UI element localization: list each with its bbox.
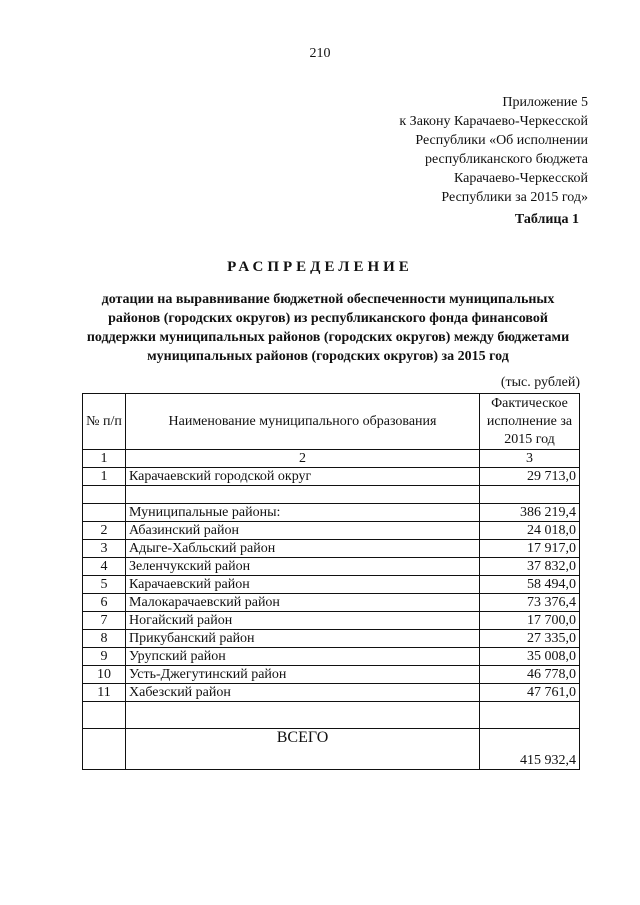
header-num: № п/п (83, 394, 126, 450)
row-value: 37 832,0 (480, 558, 580, 576)
row-name: Карачаевский район (126, 576, 480, 594)
table-label: Таблица 1 (514, 212, 579, 227)
row-name: Адыге-Хабльский район (126, 540, 480, 558)
document-subtitle: дотации на выравнивание бюджетной обеспеченности муниципальных районов (городских округов) из республиканского фонда финансовой поддержки муниципальных районов (городских округов) между бюджетами муниципальных районов (городских округов) за 2015 год (86, 292, 570, 364)
column-number: 3 (480, 450, 580, 468)
table-row (83, 522, 580, 540)
table-row-districts-header (83, 504, 580, 522)
appendix-line: Республики за 2015 год» (441, 190, 588, 205)
distribution-table (82, 393, 580, 770)
row-num: 3 (83, 540, 126, 558)
row-value: 29 713,0 (480, 468, 580, 486)
empty-cell (83, 486, 126, 504)
row-num: 6 (83, 594, 126, 612)
table-row (83, 612, 580, 630)
row-name: Зеленчукский район (126, 558, 480, 576)
appendix-note (288, 93, 588, 207)
row-name: Ногайский район (126, 612, 480, 630)
row-value: 73 376,4 (480, 594, 580, 612)
row-name: Малокарачаевский район (126, 594, 480, 612)
column-number: 2 (126, 450, 480, 468)
row-value: 35 008,0 (480, 648, 580, 666)
table-row (83, 540, 580, 558)
table-row (83, 558, 580, 576)
row-name: Прикубанский район (126, 630, 480, 648)
total-label: ВСЕГО (126, 729, 480, 770)
empty-cell (126, 702, 480, 729)
districts-label: Муниципальные районы: (126, 504, 480, 522)
appendix-line: республиканского бюджета (424, 152, 588, 167)
row-num: 8 (83, 630, 126, 648)
row-value: 47 761,0 (480, 684, 580, 702)
empty-cell (83, 702, 126, 729)
row-value: 27 335,0 (480, 630, 580, 648)
row-value: 17 917,0 (480, 540, 580, 558)
page-number: 210 (309, 46, 331, 61)
column-number-row (83, 450, 580, 468)
column-number: 1 (83, 450, 126, 468)
row-num: 4 (83, 558, 126, 576)
districts-subtotal: 386 219,4 (480, 504, 580, 522)
appendix-line: Республики «Об исполнении (415, 133, 588, 148)
empty-cell (480, 702, 580, 729)
table-row-empty (83, 702, 580, 729)
row-num: 10 (83, 666, 126, 684)
header-value: Фактическое исполнение за 2015 год (480, 394, 580, 450)
table-row-city (83, 468, 580, 486)
empty-cell (83, 504, 126, 522)
row-num: 11 (83, 684, 126, 702)
table-row (83, 594, 580, 612)
table-row (83, 630, 580, 648)
empty-cell (480, 486, 580, 504)
table-row (83, 648, 580, 666)
header-name: Наименование муниципального образования (126, 394, 480, 450)
row-num: 7 (83, 612, 126, 630)
table-row (83, 666, 580, 684)
row-name: Хабезский район (126, 684, 480, 702)
table-row (83, 576, 580, 594)
table-row (83, 684, 580, 702)
row-value: 58 494,0 (480, 576, 580, 594)
table-row-total (83, 729, 580, 770)
units-note: (тыс. рублей) (500, 375, 580, 390)
empty-cell (83, 729, 126, 770)
appendix-line: Приложение 5 (502, 95, 588, 110)
row-value: 17 700,0 (480, 612, 580, 630)
total-value: 415 932,4 (480, 729, 580, 770)
header-row (83, 394, 580, 450)
table-row-empty (83, 486, 580, 504)
row-num: 1 (83, 468, 126, 486)
row-name: Усть-Джегутинский район (126, 666, 480, 684)
row-name: Урупский район (126, 648, 480, 666)
empty-cell (126, 486, 480, 504)
row-num: 5 (83, 576, 126, 594)
appendix-line: Карачаево-Черкесской (453, 171, 588, 186)
row-num: 2 (83, 522, 126, 540)
row-name: Абазинский район (126, 522, 480, 540)
row-value: 46 778,0 (480, 666, 580, 684)
row-value: 24 018,0 (480, 522, 580, 540)
appendix-line: к Закону Карачаево-Черкесской (399, 114, 588, 129)
document-title: РАСПРЕДЕЛЕНИЕ (227, 259, 413, 275)
row-name: Карачаевский городской округ (126, 468, 480, 486)
row-num: 9 (83, 648, 126, 666)
